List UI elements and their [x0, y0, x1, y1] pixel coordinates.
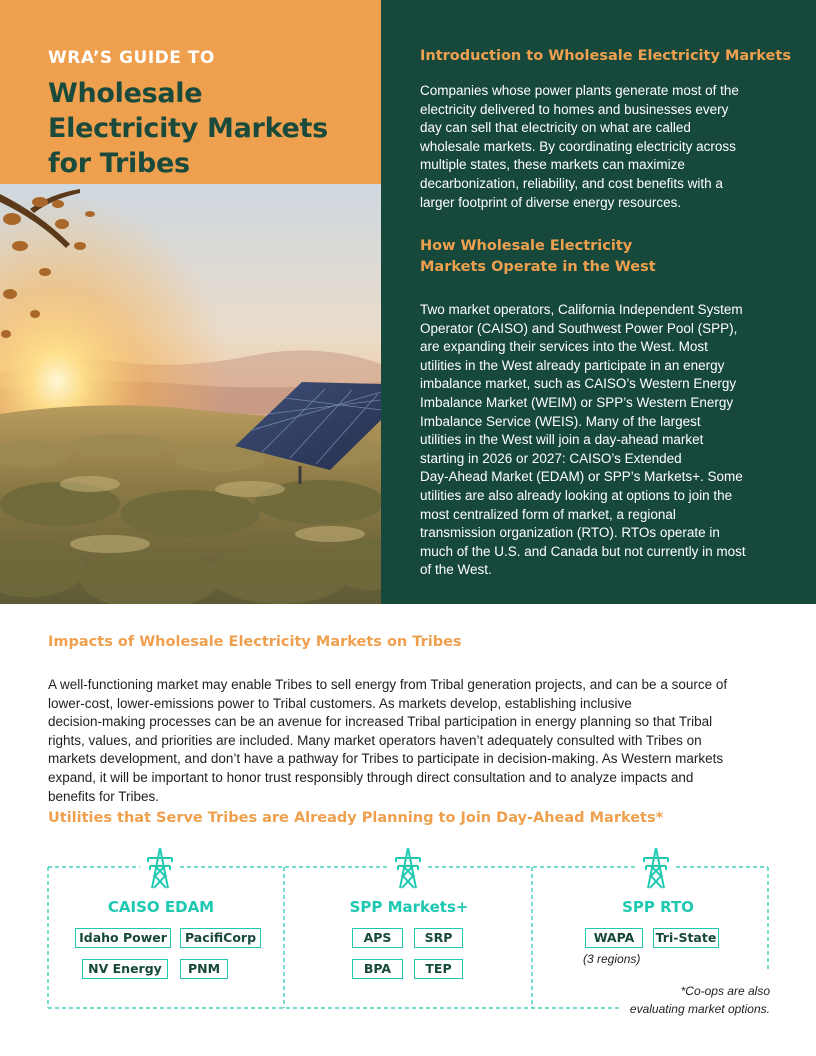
utility-chip: PacifiCorp: [180, 928, 261, 948]
text-line: of the West.: [420, 562, 492, 578]
heading-line: How Wholesale Electricity: [420, 238, 633, 254]
utility-chip: Tri-State: [653, 928, 719, 948]
impacts-paragraph: [48, 676, 778, 806]
text-line: utilities are also already looking at options to join the: [420, 487, 733, 503]
text-line: larger footprint of diverse energy resources.: [420, 194, 682, 210]
text-line: Companies whose power plants generate most of the: [420, 83, 739, 98]
text-line: much of the U.S. and Canada but not currently in most: [420, 543, 746, 559]
page-title: [48, 76, 368, 181]
title-line: Electricity Markets: [48, 113, 328, 144]
transmission-tower-icon: [638, 846, 674, 890]
utility-chip: BPA: [352, 959, 403, 979]
utilities-heading: Utilities that Serve Tribes are Already Planning to Join Day-Ahead Markets*: [48, 810, 664, 826]
title-line: Wholesale: [48, 78, 203, 109]
text-line: imbalance market, such as CAISO’s Western Energy: [420, 376, 737, 392]
heading-line: Markets Operate in the West: [420, 259, 656, 275]
utility-chip: WAPA: [585, 928, 643, 948]
text-line: utilities in the West already participate in an energy: [420, 357, 725, 373]
spp-markets-plus-title: SPP Markets+: [349, 898, 469, 916]
text-line: Operator (CAISO) and Southwest Power Pool (SPP),: [420, 320, 738, 336]
text-line: rights, values, and priorities are included. Many market operators haven’t adequately consulted with Tribes on: [48, 732, 702, 748]
regions-note: (3 regions): [583, 952, 641, 966]
impacts-heading: Impacts of Wholesale Electricity Markets on Tribes: [48, 634, 462, 650]
intro-panel: [381, 0, 816, 604]
text-line: Two market operators, California Independent System: [420, 302, 743, 317]
caiso-edam-title: CAISO EDAM: [107, 898, 215, 916]
text-line: lower-cost, lower-emissions power to Tribal customers. As markets develop, establishing inclusive: [48, 695, 632, 711]
sunset-solar-panel-photo: [0, 184, 381, 604]
text-line: are expanding their services into the West. Most: [420, 339, 708, 355]
utility-chip: PNM: [180, 959, 228, 979]
text-line: Day-Ahead Market (EDAM) or SPP’s Markets+. Some: [420, 469, 743, 485]
footnote-line: *Co-ops are also: [680, 984, 770, 998]
spp-rto-title: SPP RTO: [622, 898, 694, 916]
west-paragraph: [420, 301, 780, 580]
guide-kicker: WRA’S GUIDE TO: [48, 48, 215, 68]
co-op-footnote: [630, 982, 770, 1018]
title-block: [0, 0, 381, 184]
utility-chip: SRP: [414, 928, 463, 948]
transmission-tower-icon: [390, 846, 426, 890]
utility-chip: TEP: [414, 959, 463, 979]
text-line: transmission organization (RTO). RTOs operate in: [420, 525, 720, 541]
text-line: Imbalance Market (WEIM) or SPP’s Western Energy: [420, 394, 734, 410]
text-line: benefits for Tribes.: [48, 788, 160, 804]
text-line: most centralized form of market, a regional: [420, 506, 676, 522]
text-line: A well-functioning market may enable Tribes to sell energy from Tribal generation projects, and can be a source of: [48, 677, 728, 692]
text-line: electricity delivered to homes and businesses every: [420, 101, 729, 117]
text-line: decision-making processes can be an avenue for increased Tribal participation in energy planning so that Tribal: [48, 714, 713, 730]
text-line: Imbalance Service (WEIS). Many of the largest: [420, 413, 701, 429]
text-line: markets development, and don’t have a pathway for Tribes to participate in decision-making. As Western markets: [48, 751, 724, 767]
footnote-line: evaluating market options.: [629, 1002, 770, 1016]
utility-chip: Idaho Power: [75, 928, 171, 948]
text-line: expand, it will be important to honor trust responsibly through direct consultation and to analyze impacts and: [48, 769, 694, 785]
west-heading: [420, 236, 656, 278]
utility-chip: APS: [352, 928, 403, 948]
transmission-tower-icon: [142, 846, 178, 890]
text-line: decarbonization, reliability, and cost benefits with a: [420, 175, 723, 191]
title-line: for Tribes: [48, 148, 190, 179]
utility-chip: NV Energy: [82, 959, 168, 979]
text-line: starting in 2026 or 2027: CAISO’s Extended: [420, 450, 682, 466]
text-line: multiple states, these markets can maximize: [420, 157, 685, 173]
text-line: utilities in the West will join a day-ahead market: [420, 432, 704, 448]
intro-paragraph: [420, 82, 780, 212]
text-line: wholesale markets. By coordinating electricity across: [420, 138, 736, 154]
text-line: day can sell that electricity on what are called: [420, 120, 691, 136]
intro-heading: Introduction to Wholesale Electricity Markets: [420, 48, 791, 64]
